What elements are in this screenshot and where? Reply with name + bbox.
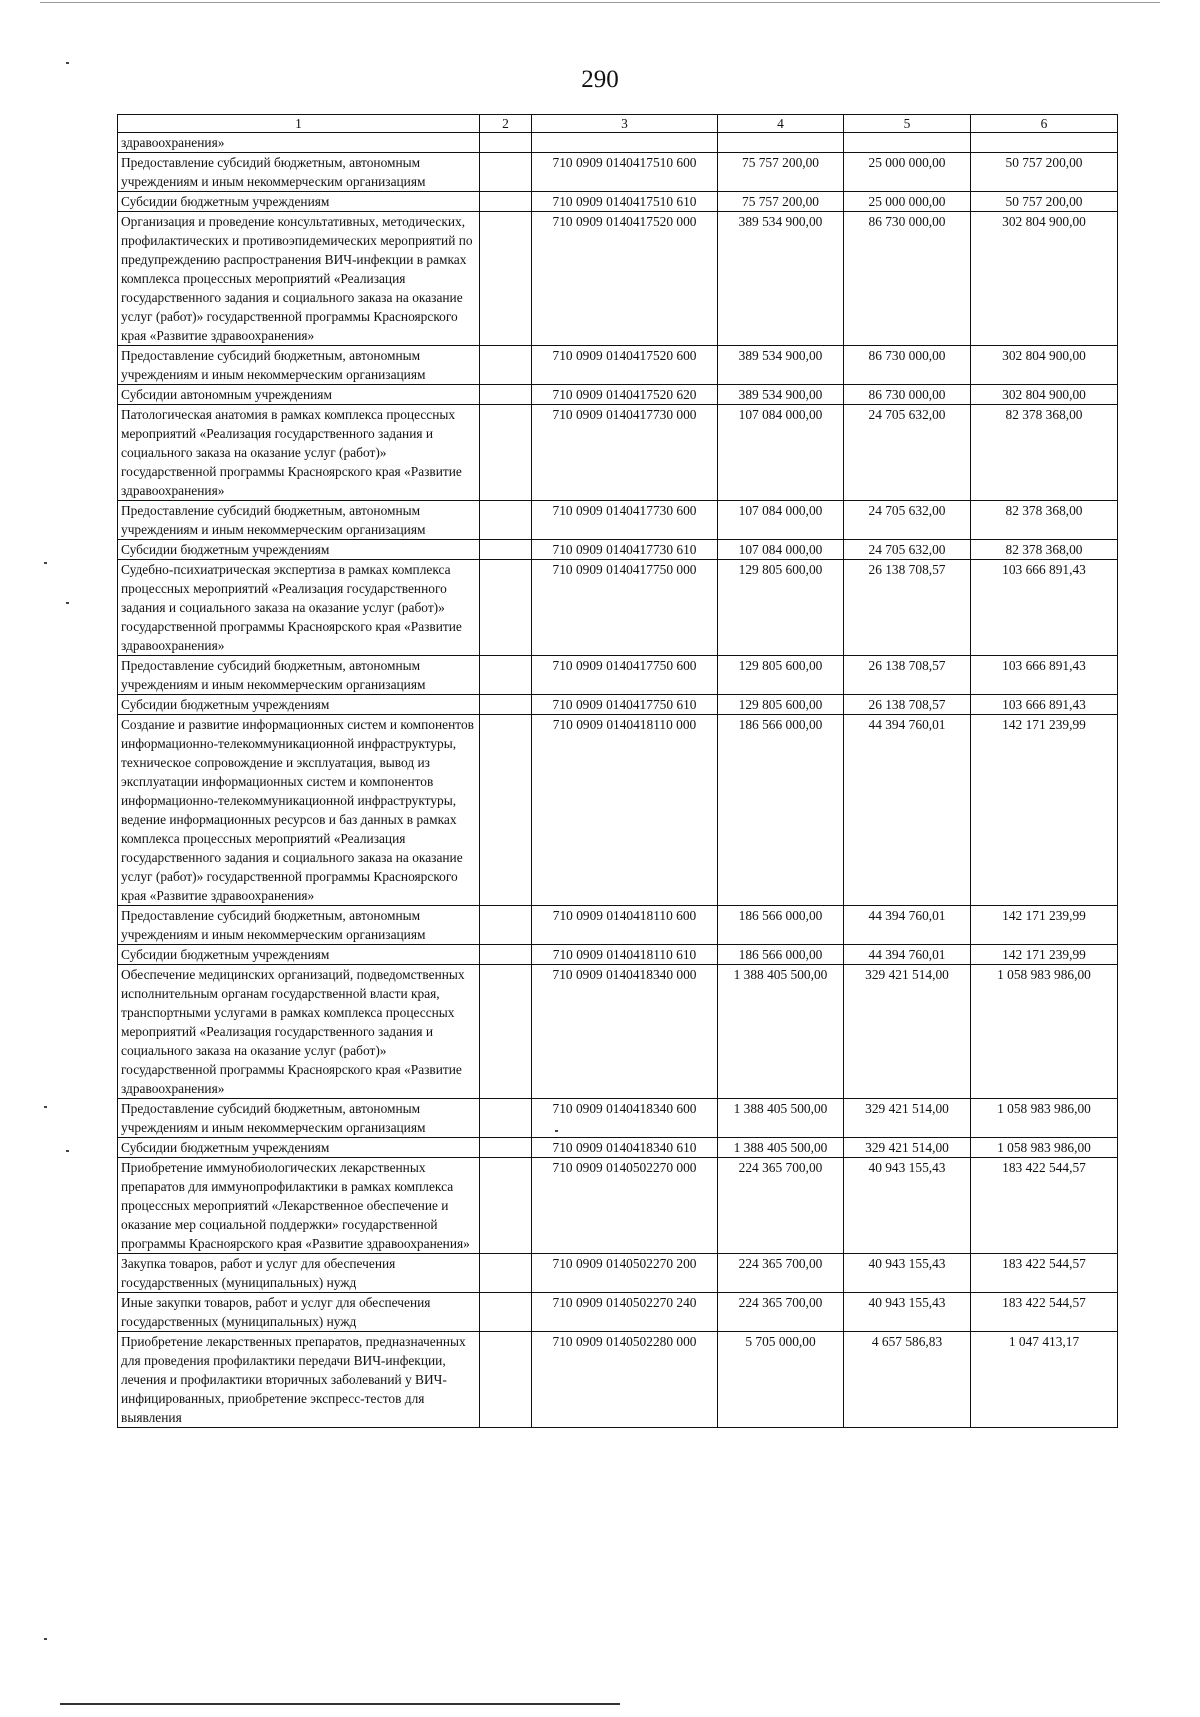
header-col-1: 1 <box>118 115 480 133</box>
table-row <box>118 1293 1118 1332</box>
row-value-col4-cell: 224 365 700,00 <box>718 1254 844 1293</box>
row-value-col6-cell <box>971 133 1118 153</box>
table-row <box>118 192 1118 212</box>
table-row <box>118 1254 1118 1293</box>
row-value-col6-cell: 142 171 239,99 <box>971 715 1118 906</box>
header-row <box>118 115 1118 133</box>
row-name-cell: Приобретение иммунобиологических лекарственных препаратов для иммунопрофилактики в рамках комплекса процессных мероприятий «Лекарственное обеспечение и оказание мер социальной поддержки» государственной программы Красноярского края «Развитие здравоохранения» <box>118 1158 480 1254</box>
row-name-cell: Предоставление субсидий бюджетным, автономным учреждениям и иным некоммерческим организациям <box>118 501 480 540</box>
row-name-cell: Субсидии бюджетным учреждениям <box>118 540 480 560</box>
row-name-cell: Иные закупки товаров, работ и услуг для обеспечения государственных (муниципальных) нужд <box>118 1293 480 1332</box>
row-value-col6-cell: 183 422 544,57 <box>971 1293 1118 1332</box>
row-col2-cell <box>480 1332 532 1428</box>
header-col-3: 3 <box>532 115 718 133</box>
table-row <box>118 656 1118 695</box>
row-name-cell: Приобретение лекарственных препаратов, предназначенных для проведения профилактики передачи ВИЧ-инфекции, лечения и профилактики вторичных заболеваний у ВИЧ-инфицированных, приобретение экспресс-тестов для выявления <box>118 1332 480 1428</box>
table-row <box>118 1158 1118 1254</box>
page-bottom-line <box>60 1703 620 1705</box>
row-value-col5-cell: 329 421 514,00 <box>844 1099 971 1138</box>
row-col2-cell <box>480 560 532 656</box>
row-name-cell: Организация и проведение консультативных, методических, профилактических и противоэпидемических мероприятий по предупреждению распространения ВИЧ-инфекции в рамках комплекса процессных мероприятий «Реализация государственного задания и социального заказа на оказание услуг (работ)» государственной программы Красноярского края «Развитие здравоохранения» <box>118 212 480 346</box>
table-row <box>118 501 1118 540</box>
header-col-6: 6 <box>971 115 1118 133</box>
row-value-col4-cell: 224 365 700,00 <box>718 1293 844 1332</box>
row-value-col4-cell: 186 566 000,00 <box>718 906 844 945</box>
table-row <box>118 1332 1118 1428</box>
row-name-cell: Субсидии бюджетным учреждениям <box>118 945 480 965</box>
row-col2-cell <box>480 192 532 212</box>
row-col2-cell <box>480 1099 532 1138</box>
row-value-col6-cell: 1 058 983 986,00 <box>971 965 1118 1099</box>
row-code-cell: 710 0909 0140418110 610 <box>532 945 718 965</box>
header-col-4: 4 <box>718 115 844 133</box>
row-col2-cell <box>480 1138 532 1158</box>
row-col2-cell <box>480 153 532 192</box>
row-code-cell <box>532 133 718 153</box>
table-row <box>118 212 1118 346</box>
row-value-col5-cell: 44 394 760,01 <box>844 715 971 906</box>
row-name-cell: Предоставление субсидий бюджетным, автономным учреждениям и иным некоммерческим организациям <box>118 153 480 192</box>
row-code-cell: 710 0909 0140417750 600 <box>532 656 718 695</box>
row-value-col6-cell: 103 666 891,43 <box>971 560 1118 656</box>
row-name-cell: Субсидии бюджетным учреждениям <box>118 695 480 715</box>
header-col-5: 5 <box>844 115 971 133</box>
scan-speck <box>66 62 69 64</box>
row-name-cell: Предоставление субсидий бюджетным, автономным учреждениям и иным некоммерческим организациям <box>118 1099 480 1138</box>
row-code-cell: 710 0909 0140417510 600 <box>532 153 718 192</box>
row-value-col5-cell: 40 943 155,43 <box>844 1254 971 1293</box>
page-edge-line <box>40 2 1160 3</box>
row-code-cell: 710 0909 0140502270 240 <box>532 1293 718 1332</box>
row-value-col4-cell: 224 365 700,00 <box>718 1158 844 1254</box>
row-col2-cell <box>480 346 532 385</box>
row-name-cell: Предоставление субсидий бюджетным, автономным учреждениям и иным некоммерческим организациям <box>118 656 480 695</box>
row-code-cell: 710 0909 0140418110 000 <box>532 715 718 906</box>
row-value-col5-cell: 329 421 514,00 <box>844 1138 971 1158</box>
row-name-cell: Субсидии бюджетным учреждениям <box>118 1138 480 1158</box>
row-col2-cell <box>480 501 532 540</box>
scan-speck <box>66 1150 69 1152</box>
row-name-cell: здравоохранения» <box>118 133 480 153</box>
table-body <box>118 133 1118 1428</box>
row-name-cell: Обеспечение медицинских организаций, подведомственных исполнительным органам государственной власти края, транспортными услугами в рамках комплекса процессных мероприятий «Реализация государственного задания и социального заказа на оказание услуг (работ)» государственной программы Красноярского края «Развитие здравоохранения» <box>118 965 480 1099</box>
row-value-col4-cell: 1 388 405 500,00 <box>718 965 844 1099</box>
table-row <box>118 560 1118 656</box>
table-row <box>118 540 1118 560</box>
row-name-cell: Судебно-психиатрическая экспертиза в рамках комплекса процессных мероприятий «Реализация государственного задания и социального заказа на оказание услуг (работ)» государственной программы Красноярского края «Развитие здравоохранения» <box>118 560 480 656</box>
row-col2-cell <box>480 906 532 945</box>
row-code-cell: 710 0909 0140417520 620 <box>532 385 718 405</box>
row-value-col5-cell: 24 705 632,00 <box>844 405 971 501</box>
row-code-cell: 710 0909 0140418110 600 <box>532 906 718 945</box>
row-value-col6-cell: 82 378 368,00 <box>971 540 1118 560</box>
row-code-cell: 710 0909 0140417510 610 <box>532 192 718 212</box>
row-value-col6-cell: 142 171 239,99 <box>971 906 1118 945</box>
row-code-cell: 710 0909 0140417730 000 <box>532 405 718 501</box>
row-value-col6-cell: 1 058 983 986,00 <box>971 1138 1118 1158</box>
row-value-col4-cell: 129 805 600,00 <box>718 695 844 715</box>
row-value-col6-cell: 103 666 891,43 <box>971 695 1118 715</box>
row-value-col4-cell: 389 534 900,00 <box>718 346 844 385</box>
row-value-col5-cell: 24 705 632,00 <box>844 540 971 560</box>
table-row <box>118 385 1118 405</box>
header-col-2: 2 <box>480 115 532 133</box>
row-value-col5-cell: 26 138 708,57 <box>844 560 971 656</box>
row-col2-cell <box>480 212 532 346</box>
row-value-col5-cell: 329 421 514,00 <box>844 965 971 1099</box>
row-code-cell: 710 0909 0140418340 610 <box>532 1138 718 1158</box>
row-name-cell: Предоставление субсидий бюджетным, автономным учреждениям и иным некоммерческим организациям <box>118 346 480 385</box>
row-value-col4-cell: 1 388 405 500,00 <box>718 1138 844 1158</box>
row-code-cell: 710 0909 0140502280 000 <box>532 1332 718 1428</box>
row-value-col6-cell: 50 757 200,00 <box>971 192 1118 212</box>
row-value-col6-cell: 1 058 983 986,00 <box>971 1099 1118 1138</box>
row-code-cell: 710 0909 0140418340 600 <box>532 1099 718 1138</box>
row-name-cell: Субсидии бюджетным учреждениям <box>118 192 480 212</box>
row-col2-cell <box>480 405 532 501</box>
row-value-col4-cell: 107 084 000,00 <box>718 540 844 560</box>
row-value-col5-cell: 26 138 708,57 <box>844 656 971 695</box>
row-col2-cell <box>480 695 532 715</box>
scan-speck <box>66 602 69 604</box>
row-value-col4-cell: 389 534 900,00 <box>718 385 844 405</box>
row-value-col6-cell: 183 422 544,57 <box>971 1158 1118 1254</box>
row-code-cell: 710 0909 0140417730 600 <box>532 501 718 540</box>
row-value-col5-cell: 26 138 708,57 <box>844 695 971 715</box>
row-value-col6-cell: 302 804 900,00 <box>971 385 1118 405</box>
row-value-col5-cell: 86 730 000,00 <box>844 346 971 385</box>
row-code-cell: 710 0909 0140502270 000 <box>532 1158 718 1254</box>
row-col2-cell <box>480 965 532 1099</box>
row-value-col4-cell: 75 757 200,00 <box>718 153 844 192</box>
table-row <box>118 153 1118 192</box>
row-value-col4-cell: 129 805 600,00 <box>718 560 844 656</box>
row-value-col5-cell: 86 730 000,00 <box>844 385 971 405</box>
row-value-col5-cell: 25 000 000,00 <box>844 192 971 212</box>
row-value-col6-cell: 82 378 368,00 <box>971 501 1118 540</box>
row-col2-cell <box>480 945 532 965</box>
row-value-col4-cell: 186 566 000,00 <box>718 715 844 906</box>
row-value-col4-cell: 186 566 000,00 <box>718 945 844 965</box>
row-value-col5-cell: 44 394 760,01 <box>844 906 971 945</box>
table-row <box>118 906 1118 945</box>
page-number: 290 <box>581 66 619 93</box>
table-row <box>118 1099 1118 1138</box>
row-value-col5-cell: 40 943 155,43 <box>844 1293 971 1332</box>
row-code-cell: 710 0909 0140417520 000 <box>532 212 718 346</box>
row-code-cell: 710 0909 0140502270 200 <box>532 1254 718 1293</box>
row-col2-cell <box>480 540 532 560</box>
row-value-col6-cell: 302 804 900,00 <box>971 346 1118 385</box>
row-col2-cell <box>480 656 532 695</box>
row-name-cell: Субсидии автономным учреждениям <box>118 385 480 405</box>
table-row <box>118 346 1118 385</box>
table-row <box>118 965 1118 1099</box>
row-value-col4-cell: 129 805 600,00 <box>718 656 844 695</box>
row-value-col4-cell: 5 705 000,00 <box>718 1332 844 1428</box>
row-value-col6-cell: 183 422 544,57 <box>971 1254 1118 1293</box>
row-value-col5-cell <box>844 133 971 153</box>
scan-speck <box>44 1106 47 1108</box>
row-value-col5-cell: 44 394 760,01 <box>844 945 971 965</box>
row-value-col5-cell: 40 943 155,43 <box>844 1158 971 1254</box>
row-name-cell: Предоставление субсидий бюджетным, автономным учреждениям и иным некоммерческим организациям <box>118 906 480 945</box>
row-value-col6-cell: 103 666 891,43 <box>971 656 1118 695</box>
row-code-cell: 710 0909 0140417750 000 <box>532 560 718 656</box>
row-value-col4-cell: 1 388 405 500,00 <box>718 1099 844 1138</box>
table-row <box>118 715 1118 906</box>
row-col2-cell <box>480 1293 532 1332</box>
row-value-col4-cell: 75 757 200,00 <box>718 192 844 212</box>
row-code-cell: 710 0909 0140417520 600 <box>532 346 718 385</box>
scan-speck <box>44 562 47 564</box>
row-col2-cell <box>480 385 532 405</box>
row-value-col4-cell: 389 534 900,00 <box>718 212 844 346</box>
row-code-cell: 710 0909 0140417730 610 <box>532 540 718 560</box>
table-row <box>118 133 1118 153</box>
row-value-col4-cell <box>718 133 844 153</box>
scan-speck <box>44 1638 47 1640</box>
row-value-col6-cell: 82 378 368,00 <box>971 405 1118 501</box>
row-value-col5-cell: 4 657 586,83 <box>844 1332 971 1428</box>
budget-table <box>117 114 1118 1428</box>
table-row <box>118 405 1118 501</box>
row-value-col4-cell: 107 084 000,00 <box>718 405 844 501</box>
row-col2-cell <box>480 1254 532 1293</box>
row-value-col4-cell: 107 084 000,00 <box>718 501 844 540</box>
row-code-cell: 710 0909 0140417750 610 <box>532 695 718 715</box>
table-row <box>118 695 1118 715</box>
table-row <box>118 945 1118 965</box>
row-col2-cell <box>480 715 532 906</box>
row-value-col6-cell: 50 757 200,00 <box>971 153 1118 192</box>
table-row <box>118 1138 1118 1158</box>
row-value-col5-cell: 25 000 000,00 <box>844 153 971 192</box>
row-value-col6-cell: 142 171 239,99 <box>971 945 1118 965</box>
row-col2-cell <box>480 1158 532 1254</box>
row-name-cell: Создание и развитие информационных систем и компонентов информационно-телекоммуникационной инфраструктуры, техническое сопровождение и эксплуатация, вывод из эксплуатации информационных систем и компонентов информационно-телекоммуникационной инфраструктуры, ведение информационных ресурсов и баз данных в рамках комплекса процессных мероприятий «Реализация государственного задания и социального заказа на оказание услуг (работ)» государственной программы Красноярского края «Развитие здравоохранения» <box>118 715 480 906</box>
row-name-cell: Патологическая анатомия в рамках комплекса процессных мероприятий «Реализация государственного задания и социального заказа на оказание услуг (работ)» государственной программы Красноярского края «Развитие здравоохранения» <box>118 405 480 501</box>
row-col2-cell <box>480 133 532 153</box>
row-value-col6-cell: 1 047 413,17 <box>971 1332 1118 1428</box>
row-code-cell: 710 0909 0140418340 000 <box>532 965 718 1099</box>
row-name-cell: Закупка товаров, работ и услуг для обеспечения государственных (муниципальных) нужд <box>118 1254 480 1293</box>
row-value-col5-cell: 24 705 632,00 <box>844 501 971 540</box>
row-value-col6-cell: 302 804 900,00 <box>971 212 1118 346</box>
row-value-col5-cell: 86 730 000,00 <box>844 212 971 346</box>
